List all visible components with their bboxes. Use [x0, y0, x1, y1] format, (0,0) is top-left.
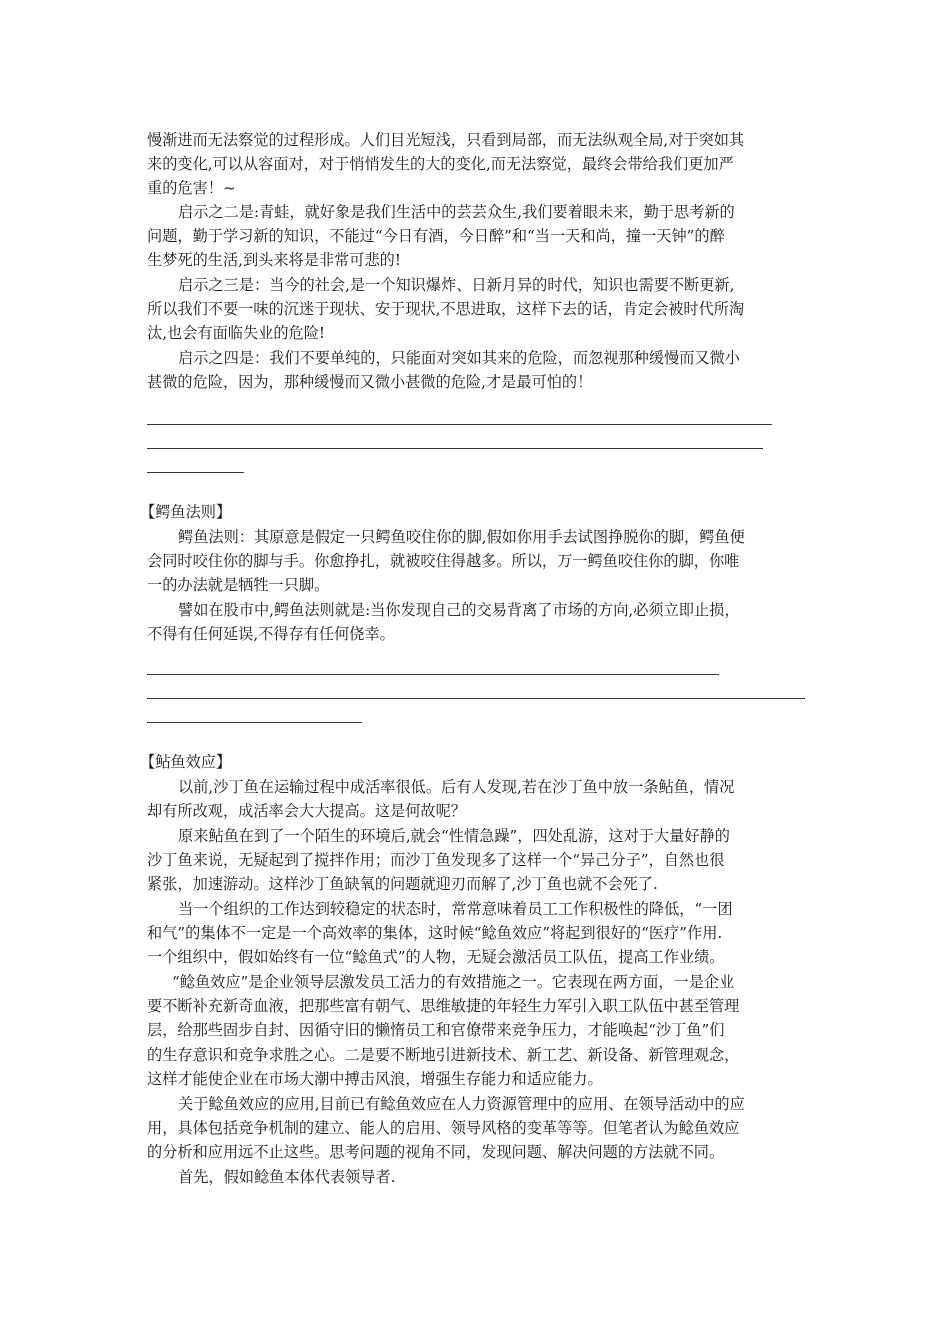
separator-rule	[147, 448, 763, 449]
separator-rule	[147, 722, 362, 723]
document-page: 慢渐进而无法察觉的过程形成。人们目光短浅，只看到局部，而无法纵观全局,对于突如其 来的变化,可以从容面对，对于悄悄发生的大的变化,而无法察觉，最终会带给我们更加严 重的危害！~ 启示之二是:青蛙，就好象是我们生活中的芸芸众生,我们要着眼未来，勤于思考新的 问题，勤于学习新的知识，不能过“今日有酒，今日醉”和“当一天和尚，撞一天钟”的醉 生梦死的生活,到头来将是非常可悲的! 启示之三是：当今的社会,是一个知识爆炸、日新月异的时代，知识也需要不断更新, 所以我们不要一味的沉迷于现状、安于现状,不思进取，这样下去的话，肯定会被时代所淘 汰,也会有面临失业的危险! 启示之四是：我们不要单纯的，只能面对突如其来的危险，而忽视那种缓慢而又微小 甚微的危险，因为，那种缓慢而又微小甚微的危险,才是最可怕的！ 【鳄鱼法则】 鳄鱼法则：其原意是假定一只鳄鱼咬住你的脚,假如你用手去试图挣脱你的脚，鳄鱼便 会同时咬住你的脚与手。你愈挣扎，就被咬住得越多。所以，万一鳄鱼咬住你的脚，你唯 一的办法就是牺牲一只脚。 譬如在股市中,鳄鱼法则就是:当你发现自己的交易背离了市场的方向,必须立即止损， 不得有任何延误,不得存有任何侥幸。 【鲇鱼效应】 以前,沙丁鱼在运输过程中成活率很低。后有人发现,若在沙丁鱼中放一条鲇鱼，情况 却有所改观，成活率会大大提高。这是何故呢？ 原来鲇鱼在到了一个陌生的环境后,就会“性情急躁”，四处乱游，这对于大量好静的 沙丁鱼来说，无疑起到了搅拌作用；而沙丁鱼发现多了这样一个“异己分子”，自然也很 紧张，加速游动。这样沙丁鱼缺氧的问题就迎刃而解了,沙丁鱼也就不会死了. 当一个组织的工作达到较稳定的状态时，常常意味着员工工作积极性的降低，“一团 和气”的集体不一定是一个高效率的集体，这时候“鲶鱼效应”将起到很好的“医疗”作用. 一个组织中，假如始终有一位“鲶鱼式”的人物，无疑会激活员工队伍，提高工作业绩。 “鲶鱼效应”是企业领导层激发员工活力的有效措施之一。它表现在两方面，一是企业 要不断补充新奇血液，把那些富有朝气、思维敏捷的年轻生力军引入职工队伍中甚至管理 层，给那些固步自封、因循守旧的懒惰员工和官僚带来竞争压力，才能唤起“沙丁鱼”们 的生存意识和竞争求胜之心。二是要不断地引进新技术、新工艺、新设备、新管理观念， 这样才能使企业在市场大潮中搏击风浪，增强生存能力和适应能力。 关于鲶鱼效应的应用,目前已有鲶鱼效应在人力资源管理中的应用、在领导活动中的应 用，具体包括竞争机制的建立、能人的启用、领导风格的变革等等。但笔者认为鲶鱼效应 的分析和应用远不止这些。思考问题的视角不同，发现问题、解决问题的方法就不同。 首先，假如鲶鱼本体代表领导者.	[0, 0, 950, 1344]
separator-rule	[147, 698, 805, 699]
separator-rule	[147, 472, 244, 473]
separator-rule	[147, 674, 719, 675]
separator-rule	[147, 424, 772, 425]
